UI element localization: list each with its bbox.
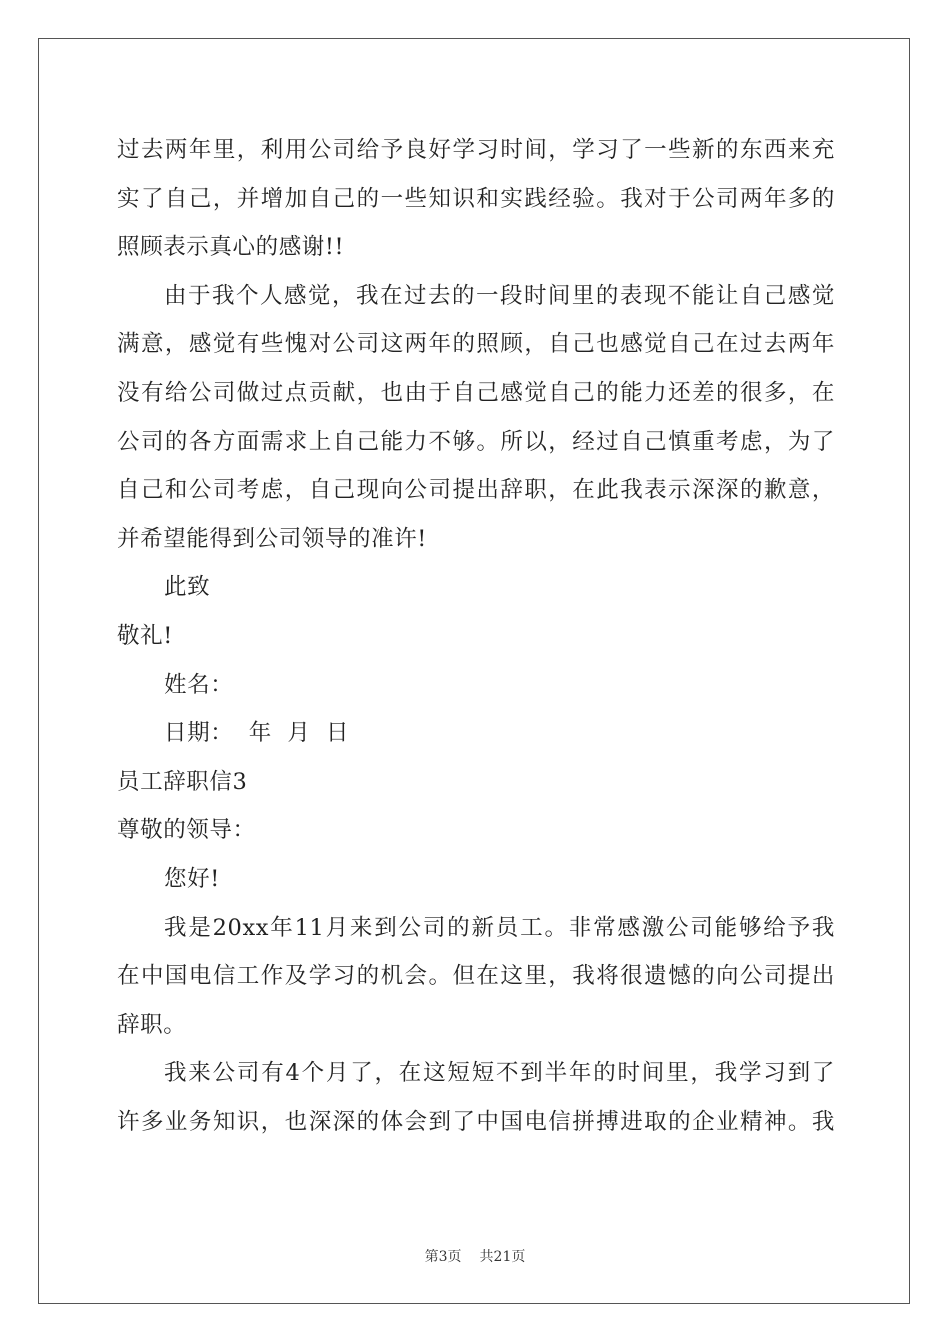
signature-date: 日期： 年 月 日 <box>164 720 350 747</box>
closing-regards: 敬礼! <box>117 622 173 649</box>
page-footer <box>0 1246 950 1266</box>
paragraph-line: 公司的各方面需求上自己能力不够。所以，经过自己慎重考虑，为了 <box>117 428 835 455</box>
paragraph-line: 由于我个人感觉，我在过去的一段时间里的表现不能让自己感觉 <box>164 282 835 309</box>
paragraph-line: 我来公司有4个月了，在这短短不到半年的时间里，我学习到了 <box>164 1060 835 1087</box>
signature-name: 姓名： <box>164 671 234 698</box>
section-title: 员工辞职信3 <box>117 768 248 795</box>
paragraph-line: 照顾表示真心的感谢!! <box>117 234 345 261</box>
paragraph-line: 在中国电信工作及学习的机会。但在这里，我将很遗憾的向公司提出 <box>117 963 835 990</box>
closing-salutation: 此致 <box>164 574 211 601</box>
document-body <box>117 126 835 1146</box>
paragraph-line: 满意，感觉有些愧对公司这两年的照顾，自己也感觉自己在过去两年 <box>117 331 835 358</box>
paragraph-line: 辞职。 <box>117 1011 187 1038</box>
paragraph-line: 没有给公司做过点贡献，也由于自己感觉自己的能力还差的很多，在 <box>117 379 835 406</box>
page-number: 第3页 <box>424 1249 462 1265</box>
paragraph-line: 并希望能得到公司领导的准许! <box>117 525 427 552</box>
paragraph-line: 过去两年里，利用公司给予良好学习时间，学习了一些新的东西来充 <box>117 137 835 163</box>
paragraph-line: 我是20xx年11月来到公司的新员工。非常感激公司能够给予我 <box>164 914 835 941</box>
paragraph-line: 许多业务知识，也深深的体会到了中国电信拼搏进取的企业精神。我 <box>117 1108 835 1135</box>
paragraph-line: 自己和公司考虑，自己现向公司提出辞职，在此我表示深深的歉意， <box>117 477 835 504</box>
paragraph-line: 实了自己，并增加自己的一些知识和实践经验。我对于公司两年多的 <box>117 185 835 212</box>
page-total: 共21页 <box>479 1249 526 1265</box>
letter-hello: 您好! <box>164 865 220 892</box>
letter-greeting: 尊敬的领导： <box>117 817 256 844</box>
